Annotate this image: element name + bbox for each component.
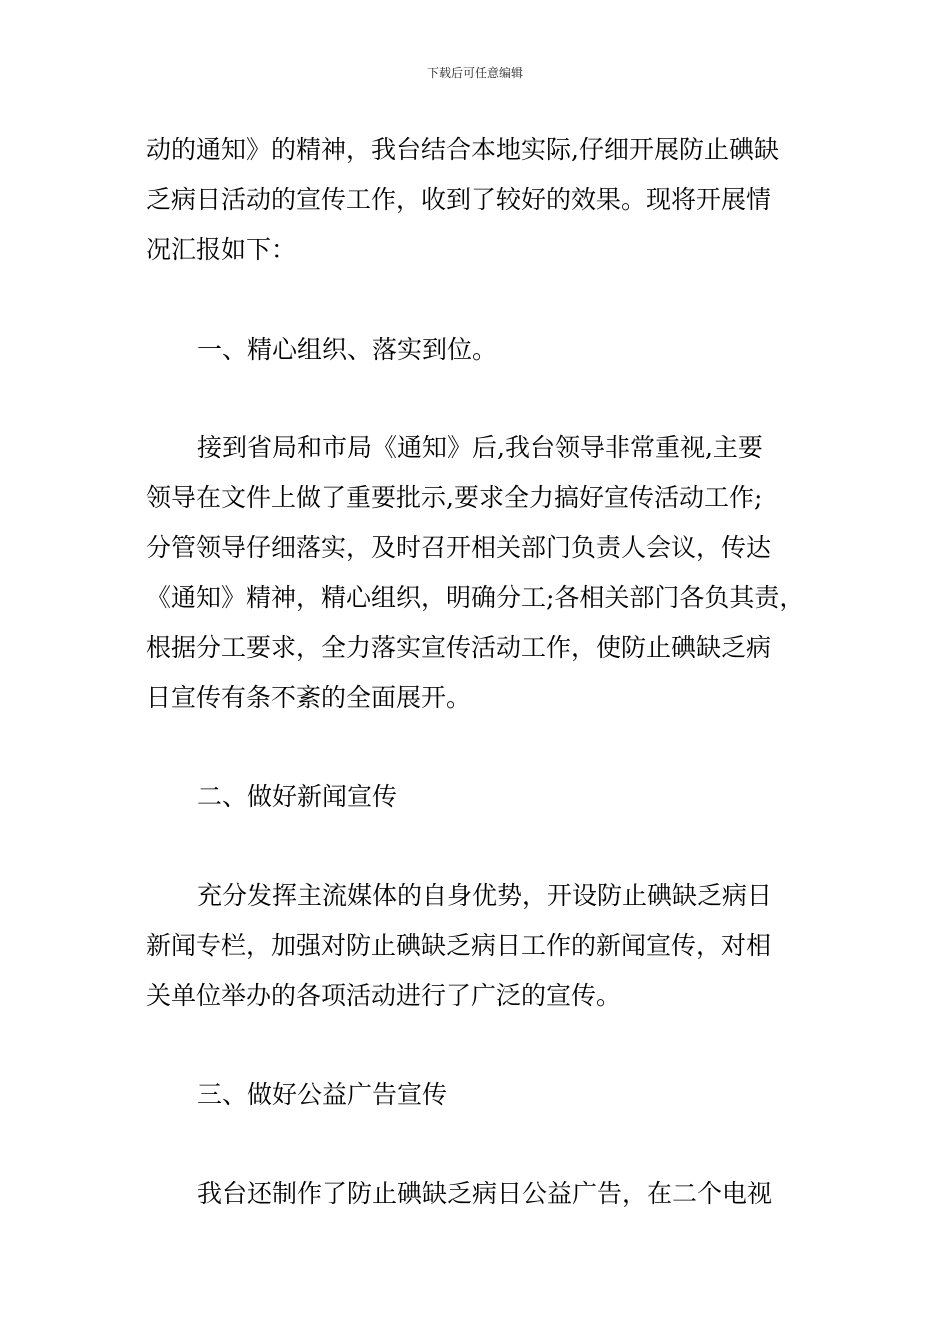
- section-heading-3: [146, 1070, 816, 1120]
- text-line: 关单位举办的各项活动进行了广泛的宣传。: [146, 981, 622, 1010]
- text-line: 充分发挥主流媒体的自身优势，开设防止碘缺乏病日: [197, 881, 773, 910]
- text-line: 动的通知》的精神，我台结合本地实际,仔细开展防止碘缺: [146, 135, 779, 164]
- paragraph-intro: [146, 125, 816, 275]
- paragraph-section-1: [146, 423, 816, 723]
- text-line: 接到省局和市局《通知》后,我台领导非常重视,主要: [197, 433, 763, 462]
- paragraph-section-3: [146, 1169, 816, 1219]
- paragraph-section-2: [146, 871, 816, 1021]
- text-line: 新闻专栏，加强对防止碘缺乏病日工作的新闻宣传，对相: [146, 931, 772, 960]
- heading-text: 三、做好公益广告宣传: [197, 1080, 448, 1109]
- heading-text: 一、精心组织、落实到位。: [197, 335, 498, 364]
- heading-text: 二、做好新闻宣传: [197, 782, 398, 811]
- text-line: 《通知》精神，精心组织，明确分工;各相关部门各负其责，: [146, 583, 805, 612]
- text-line: 我台还制作了防止碘缺乏病日公益广告，在二个电视: [197, 1179, 773, 1208]
- text-line: 根据分工要求，全力落实宣传活动工作，使防止碘缺乏病: [146, 633, 772, 662]
- text-line: 领导在文件上做了重要批示,要求全力搞好宣传活动工作;: [146, 483, 763, 512]
- section-heading-1: [146, 325, 816, 375]
- text-line: 况汇报如下：: [146, 235, 297, 264]
- page-header: 下载后可任意编辑: [426, 66, 523, 80]
- section-heading-2: [146, 772, 816, 822]
- text-line: 乏病日活动的宣传工作，收到了较好的效果。现将开展情: [146, 185, 772, 214]
- text-line: 日宣传有条不紊的全面展开。: [146, 683, 472, 712]
- text-line: 分管领导仔细落实，及时召开相关部门负责人会议，传达: [146, 533, 772, 562]
